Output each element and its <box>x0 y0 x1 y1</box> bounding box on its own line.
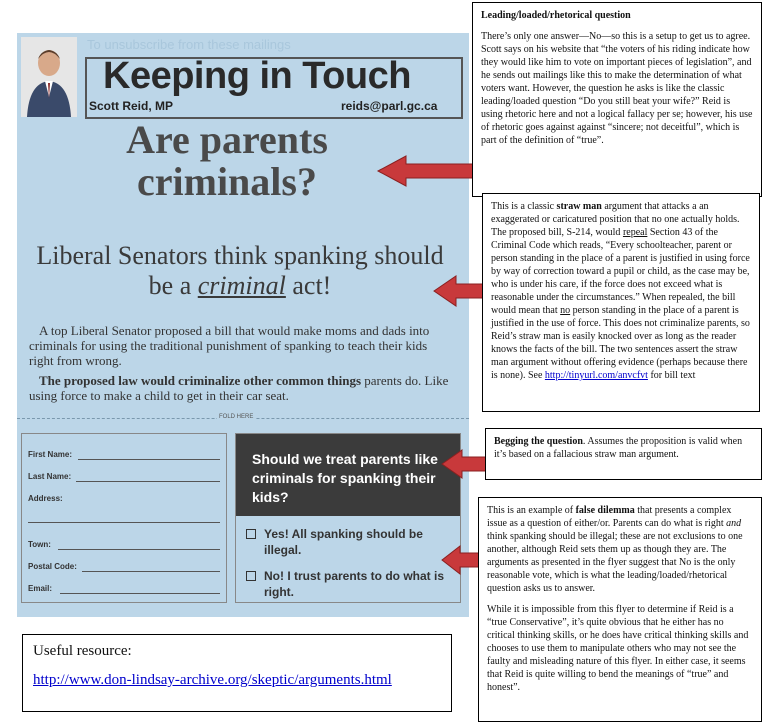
mp-portrait-icon <box>21 37 77 117</box>
strawman-underline-repeal: repeal <box>622 227 648 238</box>
subhead-emphasis: criminal <box>197 271 286 300</box>
vote-question: Should we treat parents like criminals for spanking their kids? <box>236 434 460 516</box>
paragraph-2-rest: parents do. Like using force to make a child to get in their car seat. <box>29 373 449 403</box>
bill-text-link[interactable]: http://tinyurl.com/anvcfvt <box>544 370 648 381</box>
no-checkbox[interactable] <box>246 571 256 581</box>
begging-text: . Assumes the proposition is valid when it’s based on a fallacious straw man argument. <box>494 436 743 460</box>
mp-name: Scott Reid, MP <box>89 99 174 113</box>
dilemma-bold: false dilemma <box>575 505 635 516</box>
resource-link[interactable]: http://www.don-lindsay-archive.org/skeptic/arguments.html <box>33 672 392 688</box>
last-name-label: Last Name: <box>28 472 72 481</box>
arrow-to-headline-icon <box>376 154 476 188</box>
yes-label: Yes! All spanking should be illegal. <box>264 527 423 557</box>
vote-box <box>235 433 461 603</box>
resource-label: Useful resource: <box>33 643 132 659</box>
strawman-text-2: argument that attacks a an exaggerated or caricatured position that no one actually holds. The proposed bill, S-214, would <box>491 201 740 238</box>
flyer-headline: Are parents criminals? <box>126 117 328 204</box>
flyer-image <box>17 33 469 617</box>
first-name-label: First Name: <box>28 450 73 459</box>
flyer-paragraph-1: A top Liberal Senator proposed a bill that would make moms and dads into criminals for using the traditional punishment of spanking to teach their kids right from wrong. <box>29 323 430 368</box>
email-label: Email: <box>28 584 53 593</box>
fold-label: FOLD HERE <box>219 414 254 420</box>
strawman-underline-no: no <box>560 305 571 316</box>
strawman-bold: straw man <box>556 201 602 212</box>
note-leading-body: There’s only one answer—No—so this is a setup to get us to agree. Scott says on his website that “the voters of his riding indicate how they would like him to vote on important pieces of legislation”, and he sends out mailings like this to make the determination of what voters want. However, the question he asks is like the classic leading/loaded question “Do you still beat your wife?” Reid is using rhetoric here and not a logical fallacy per se; however, his use of rhetoric goes against against “sincere; not deceitful”, which is part of the definition of “true”. <box>481 31 753 146</box>
paragraph-2-bold: The proposed law would criminalize other common things <box>39 373 362 388</box>
note-false-dilemma <box>478 497 762 722</box>
address-label: Address: <box>28 494 63 503</box>
town-field[interactable] <box>58 549 220 550</box>
dilemma-text-3: think spanking should be illegal; these are not exclusions to one another, although Reid sets them up as though they are. The arguments as presented in the flyer suggest that No is the only reasonable vote, which is what the leading/loaded/rhetorical question asks us to answer. <box>487 531 743 594</box>
vote-option-no[interactable] <box>246 568 456 600</box>
town-label: Town: <box>28 540 51 549</box>
dilemma-italic: and <box>726 518 742 529</box>
arrow-to-vote-options-icon <box>440 544 482 576</box>
mp-email: reids@parl.gc.ca <box>341 99 438 113</box>
vote-option-yes[interactable] <box>246 526 456 558</box>
flyer-subhead <box>25 241 455 301</box>
useful-resource-box <box>22 634 452 712</box>
flyer-title: Keeping in Touch <box>103 55 411 97</box>
note-begging-question <box>485 428 762 480</box>
no-label: No! I trust parents to do what is right. <box>264 569 445 599</box>
address-field[interactable] <box>28 522 220 523</box>
email-field[interactable] <box>60 593 220 594</box>
dilemma-paragraph-2: While it is impossible from this flyer to determine if Reid is a “true Conservative”, it’s quite obvious that he either has no critical thinking skills, or he does have critical thinking skills and chooses to use them to manipulate others who may not see the faulty and misleading nature of this flyer. In either case, it seems that Reid is quite willing to bend the meanings of “true” and honest”. <box>487 604 749 693</box>
note-straw-man <box>482 193 760 412</box>
last-name-field[interactable] <box>76 481 220 482</box>
arrow-to-subhead-icon <box>432 274 486 308</box>
mp-photo <box>21 37 77 117</box>
strawman-text-3: Section 43 of the Criminal Code which reads, “Every schoolteacher, parent or person standing in the place of a parent is justified in using force by way of correction toward a pupil or child, as the case may be, who is under his care, if the force does not exceed what is reasonable under the circumstances.” When repealed, the bill would mean that <box>491 227 750 316</box>
begging-bold: Begging the question <box>494 436 583 447</box>
strawman-text-5: for bill text <box>647 370 696 381</box>
postal-code-field[interactable] <box>82 571 220 572</box>
flyer-paragraph-2 <box>29 373 451 403</box>
strawman-text-1: This is a classic <box>491 201 557 212</box>
arrow-to-vote-question-icon <box>440 448 488 480</box>
dilemma-text-2: that presents a complex issue as a question of either/or. Parents can do what is right <box>487 505 732 529</box>
subhead-post: act! <box>285 271 332 300</box>
dilemma-text-1: This is an example of <box>487 505 576 516</box>
first-name-field[interactable] <box>78 459 220 460</box>
subhead-pre: Liberal Senators think spanking should be a <box>36 241 444 300</box>
yes-checkbox[interactable] <box>246 529 256 539</box>
note-leading-title: Leading/loaded/rhetorical question <box>481 10 631 21</box>
strawman-text-4: person standing in the place of a parent is justified in the use of force. This does not criminalize parents, so Reid’s straw man is easily knocked over as long as the reader knows the facts of the bill. The two sentences assert the straw man argument without offering evidence (perhaps because there is none). See <box>491 305 750 381</box>
contact-form <box>21 433 227 603</box>
postal-code-label: Postal Code: <box>28 562 77 571</box>
faint-background-text: To unsubscribe from these mailings <box>87 37 291 52</box>
note-leading-question <box>472 2 762 197</box>
